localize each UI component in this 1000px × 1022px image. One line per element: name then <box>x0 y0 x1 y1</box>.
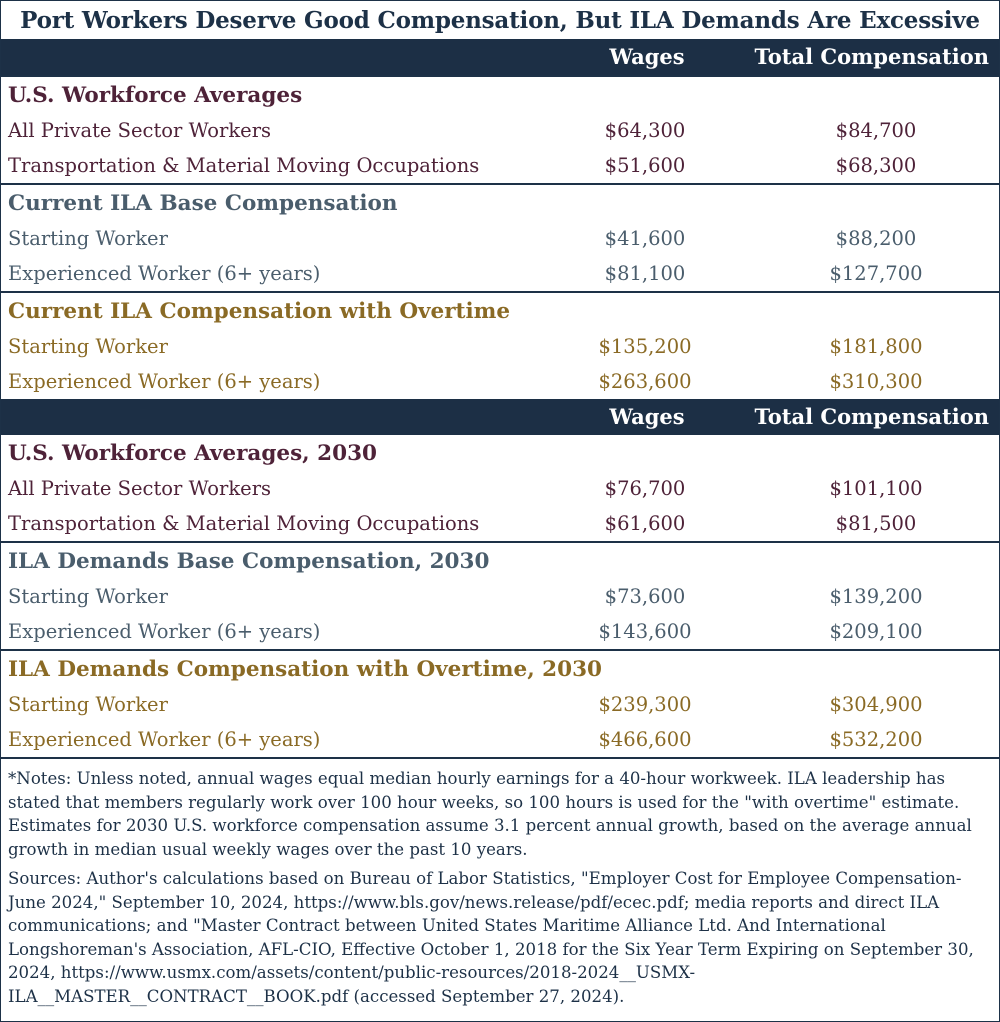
wages-column-header: Wages <box>609 44 685 69</box>
wages-value: $51,600 <box>604 154 686 177</box>
row-label: Experienced Worker (6+ years) <box>8 620 321 643</box>
total-value: $304,900 <box>829 693 923 716</box>
table-row <box>1 614 999 649</box>
table-row <box>1 579 999 614</box>
wages-column-header: Wages <box>609 404 685 429</box>
section-ila-demands-overtime-2030 <box>1 649 999 757</box>
row-label: Experienced Worker (6+ years) <box>8 728 321 751</box>
total-value: $81,500 <box>835 512 917 535</box>
wages-value: $64,300 <box>604 119 686 142</box>
total-value: $101,100 <box>829 477 923 500</box>
total-value: $88,200 <box>835 227 917 250</box>
table-row <box>1 722 999 757</box>
notes-text: *Notes: Unless noted, annual wages equal median hourly earnings for a 40-hour workweek. ILA leadership has stated that members regularly work over 100 hour weeks, so 100 hours is used for the "with overtime" estimate. Estimates for 2030 U.S. workforce compensation assume 3.1 percent annual growth, based on the average annual growth in median usual weekly wages over the past 10 years. <box>8 769 972 859</box>
total-value: $310,300 <box>829 370 923 393</box>
column-header-current <box>1 39 999 75</box>
column-header-2030 <box>1 399 999 435</box>
table-title: Port Workers Deserve Good Compensation, But ILA Demands Are Excessive <box>20 7 980 34</box>
row-label: Starting Worker <box>8 227 168 250</box>
sources-text: Sources: Author's calculations based on Bureau of Labor Statistics, "Employer Cost for Employee Compensation-June 2024," September 10, 2024, https://www.bls.gov/news.release/pdf/ecec.pdf; media reports and direct ILA communications; and "Master Contract between United States Maritime Alliance Ltd. And International Longshoreman's Association, AFL-CIO, Effective October 1, 2018 for the Six Year Term Expiring on September 30, 2024, https://www.usmx.com/assets/content/public-resources/2018-2024__USMX-ILA__MASTER__CONTRACT__BOOK.pdf (accessed September 27, 2024). <box>8 869 974 1006</box>
wages-value: $239,300 <box>598 693 692 716</box>
table-row <box>1 329 999 364</box>
total-value: $84,700 <box>835 119 917 142</box>
wages-value: $76,700 <box>604 477 686 500</box>
wages-value: $81,100 <box>604 262 686 285</box>
row-label: Experienced Worker (6+ years) <box>8 262 321 285</box>
table-row <box>1 113 999 148</box>
total-value: $127,700 <box>829 262 923 285</box>
table-row <box>1 364 999 399</box>
section-current-ila-base <box>1 183 999 291</box>
row-label: Transportation & Material Moving Occupations <box>8 154 480 177</box>
wages-value: $466,600 <box>598 728 692 751</box>
wages-value: $61,600 <box>604 512 686 535</box>
table-row <box>1 221 999 256</box>
total-value: $532,200 <box>829 728 923 751</box>
section-current-ila-overtime <box>1 291 999 399</box>
table-row <box>1 148 999 183</box>
wages-value: $73,600 <box>604 585 686 608</box>
total-value: $181,800 <box>829 335 923 358</box>
table-row <box>1 687 999 722</box>
row-label: Starting Worker <box>8 693 168 716</box>
table-row <box>1 256 999 291</box>
table-row <box>1 471 999 506</box>
section-heading: ILA Demands Compensation with Overtime, 2030 <box>8 657 603 682</box>
wages-value: $143,600 <box>598 620 692 643</box>
wages-value: $135,200 <box>598 335 692 358</box>
table-row <box>1 506 999 541</box>
total-compensation-column-header: Total Compensation <box>754 44 989 69</box>
row-label: Starting Worker <box>8 585 168 608</box>
row-label: Experienced Worker (6+ years) <box>8 370 321 393</box>
section-heading: Current ILA Compensation with Overtime <box>8 299 511 324</box>
section-heading: U.S. Workforce Averages <box>8 83 303 108</box>
wages-value: $263,600 <box>598 370 692 393</box>
section-heading: U.S. Workforce Averages, 2030 <box>8 441 377 466</box>
total-value: $68,300 <box>835 154 917 177</box>
total-value: $209,100 <box>829 620 923 643</box>
notes-block <box>1 757 999 1008</box>
row-label: All Private Sector Workers <box>8 119 272 142</box>
row-label: Starting Worker <box>8 335 168 358</box>
section-us-workforce-averages <box>1 75 999 183</box>
wages-value: $41,600 <box>604 227 686 250</box>
total-value: $139,200 <box>829 585 923 608</box>
section-ila-demands-base-2030 <box>1 541 999 649</box>
total-compensation-column-header: Total Compensation <box>754 404 989 429</box>
section-heading: Current ILA Base Compensation <box>8 191 398 216</box>
section-heading: ILA Demands Base Compensation, 2030 <box>8 549 490 574</box>
row-label: Transportation & Material Moving Occupations <box>8 512 480 535</box>
row-label: All Private Sector Workers <box>8 477 272 500</box>
section-us-workforce-averages-2030 <box>1 435 999 541</box>
